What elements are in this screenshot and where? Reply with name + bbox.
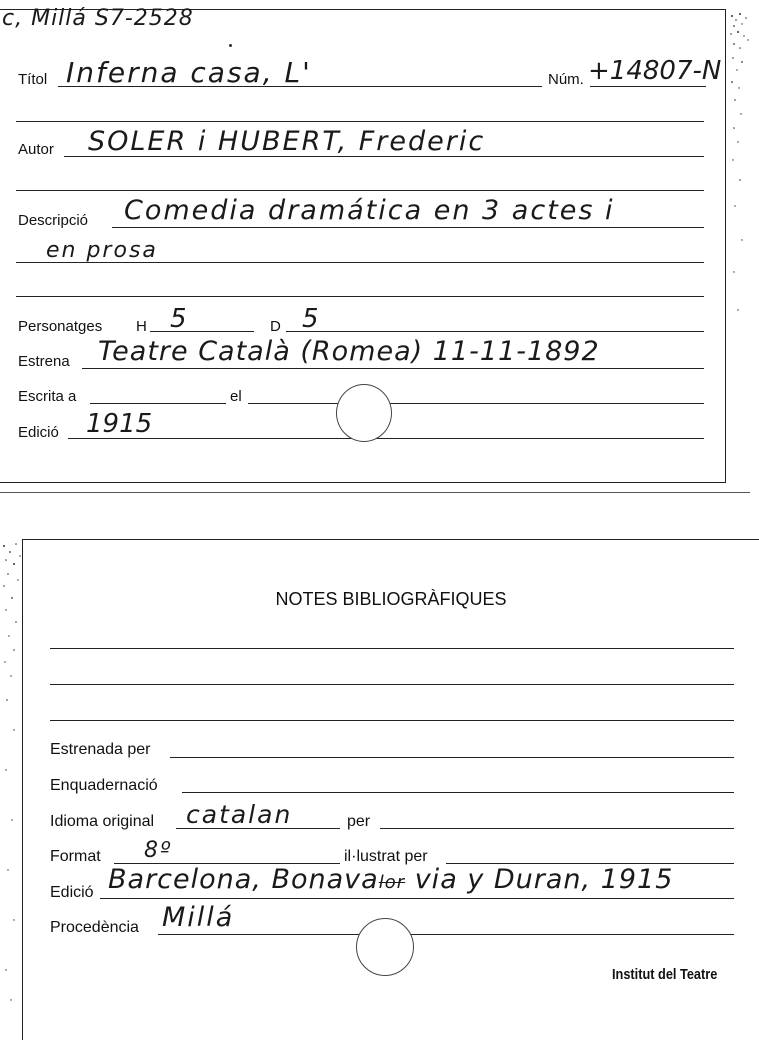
- descripcio-line3: [16, 296, 704, 297]
- format-value: 8º: [144, 838, 173, 863]
- idioma-per-underline: [380, 828, 734, 829]
- d-underline: [286, 331, 704, 332]
- edicio-label-top: Edició: [18, 424, 59, 441]
- procedencia-underline: [158, 934, 734, 935]
- h-label: H: [136, 318, 147, 335]
- edicio-underline-top: [68, 438, 704, 439]
- edicio-value-bottom: [108, 864, 673, 895]
- descripcio-label: Descripció: [18, 212, 89, 229]
- h-underline: [150, 331, 254, 332]
- num-value: +14807-N: [588, 56, 722, 86]
- enquadernacio-label: Enquadernació: [50, 777, 158, 794]
- idioma-value: catalan: [186, 800, 293, 829]
- institution-name: Institut del Teatre: [612, 966, 718, 983]
- escrita-label: Escrita a: [18, 388, 77, 405]
- estrenada-label: Estrenada per: [50, 741, 151, 758]
- punch-hole-top: [336, 384, 392, 442]
- el-label: el: [230, 388, 242, 405]
- titol-label: Títol: [18, 71, 48, 88]
- idioma-label: Idioma original: [50, 813, 155, 830]
- pencil-dot: [229, 44, 232, 47]
- d-label: D: [270, 318, 281, 335]
- el-underline: [248, 403, 704, 404]
- autor-extra-line: [16, 190, 704, 191]
- procedencia-value: Millá: [162, 902, 235, 933]
- titol-extra-line: [16, 121, 704, 122]
- estrena-value: Teatre Català (Romea) 11-11-1892: [98, 336, 600, 367]
- descripcio-underline: [112, 227, 704, 228]
- edicio-value-top: 1915: [86, 409, 153, 439]
- edicio-value-strikethrough: lor: [378, 872, 406, 893]
- scan-noise-left: [0, 540, 26, 1010]
- titol-value: Inferna casa, L': [66, 56, 312, 89]
- notes-line-2: [50, 684, 734, 685]
- scan-noise-right: [728, 10, 756, 330]
- edicio-value-part-a: Barcelona, Bonava: [108, 864, 379, 895]
- estrena-underline: [82, 368, 704, 369]
- notes-line-1: [50, 648, 734, 649]
- escrita-underline: [90, 403, 226, 404]
- illustrat-label: il·lustrat per: [344, 848, 428, 865]
- notes-title: NOTES BIBLIOGRÀFIQUES: [275, 589, 507, 609]
- reference-note: c, Millá S7-2528: [2, 6, 194, 31]
- descripcio-value-line1: Comedia dramática en 3 actes i: [124, 195, 615, 226]
- estrena-label: Estrena: [18, 353, 70, 370]
- notes-line-3: [50, 720, 734, 721]
- edicio-underline-bottom: [100, 898, 734, 899]
- enquadernacio-underline: [182, 792, 734, 793]
- num-label: Núm.: [548, 71, 584, 88]
- estrenada-underline: [170, 757, 734, 758]
- num-underline: [590, 86, 706, 87]
- format-label: Format: [50, 848, 101, 865]
- descripcio-value-line2: en prosa: [46, 238, 158, 263]
- card-separator-line: [0, 492, 750, 493]
- procedencia-label: Procedència: [50, 919, 139, 936]
- idioma-per-label: per: [347, 813, 371, 830]
- autor-value: SOLER i HUBERT, Frederic: [88, 126, 486, 157]
- d-value: 5: [302, 304, 321, 334]
- autor-label: Autor: [18, 141, 54, 158]
- personatges-label: Personatges: [18, 318, 103, 335]
- edicio-label-bottom: Edició: [50, 884, 94, 901]
- punch-hole-bottom: [356, 918, 414, 976]
- edicio-value-part-b: via y Duran, 1915: [405, 864, 674, 895]
- h-value: 5: [170, 304, 189, 334]
